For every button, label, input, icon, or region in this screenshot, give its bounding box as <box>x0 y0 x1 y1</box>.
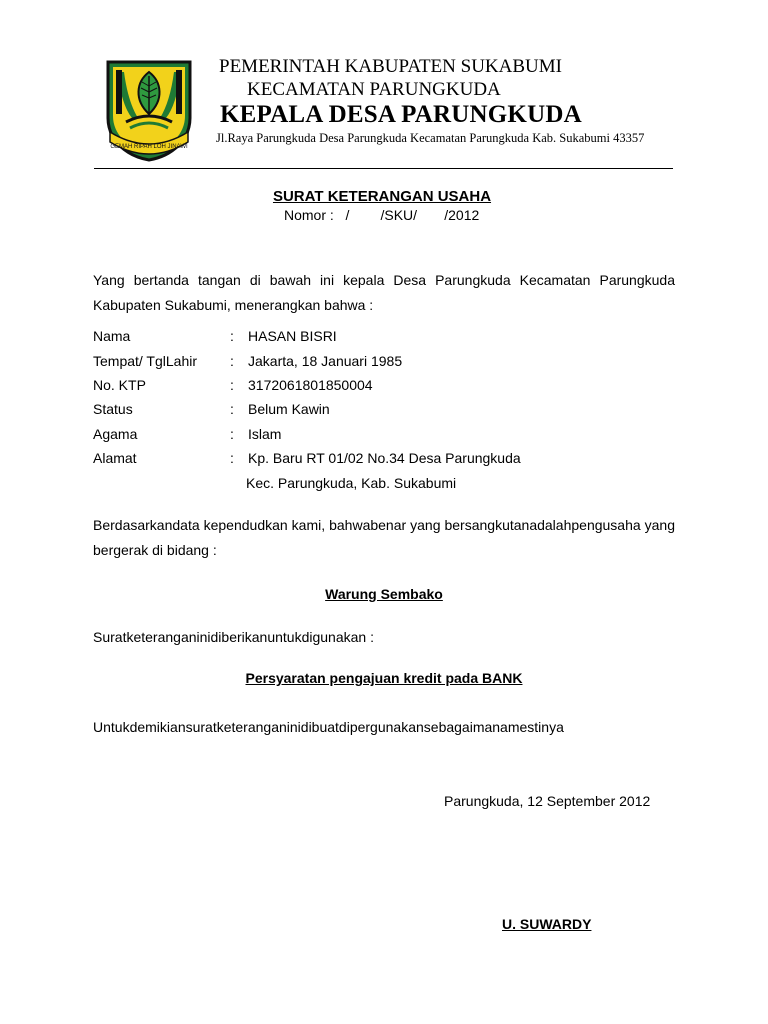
field-value: Kp. Baru RT 01/02 No.34 Desa Parungkuda <box>248 450 521 466</box>
header-address: Jl.Raya Parungkuda Desa Parungkuda Kecamatan Parungkuda Kab. Sukabumi 43357 <box>216 131 645 145</box>
field-colon: : <box>230 353 234 369</box>
field-label: Status <box>93 401 133 417</box>
letter-title: SURAT KETERANGAN USAHA <box>272 188 492 205</box>
emblem-motto: GEMAH RIPAH LOH JINAWI <box>110 144 188 150</box>
letter-purpose: Persyaratan pengajuan kredit pada BANK <box>245 670 523 686</box>
field-label: Agama <box>93 426 138 442</box>
usage-intro: Suratketeranganinidiberikanuntukdigunakan : <box>93 629 374 645</box>
signer-name: U. SUWARDY <box>502 916 592 932</box>
field-label: Nama <box>93 328 131 344</box>
header-government: PEMERINTAH KABUPATEN SUKABUMI <box>219 56 562 77</box>
field-label: No. KTP <box>93 377 146 393</box>
field-value: 3172061801850004 <box>248 377 373 393</box>
letter-number: Nomor : / /SKU/ /2012 <box>284 207 480 223</box>
field-colon: : <box>230 377 234 393</box>
field-value: Belum Kawin <box>248 401 330 417</box>
header-office: KEPALA DESA PARUNGKUDA <box>220 101 582 128</box>
closing-statement: Untukdemikiansuratketeranganinidibuatdipergunakansebagaimanamestinya <box>93 719 564 735</box>
field-value: HASAN BISRI <box>248 328 337 344</box>
field-colon: : <box>230 450 234 466</box>
basis-paragraph: Berdasarkandata kependudkan kami, bahwabenar yang bersangkutanadalahpengusaha yang bergerak di bidang : <box>93 517 675 558</box>
field-colon: : <box>230 426 234 442</box>
field-colon: : <box>230 328 234 344</box>
field-value: Jakarta, 18 Januari 1985 <box>248 353 403 369</box>
regency-emblem <box>102 56 196 162</box>
header-divider <box>94 168 673 169</box>
field-label: Alamat <box>93 450 137 466</box>
field-colon: : <box>230 401 234 417</box>
place-date: Parungkuda, 12 September 2012 <box>444 793 651 809</box>
header-district: KECAMATAN PARUNGKUDA <box>247 79 501 100</box>
intro-paragraph: Yang bertanda tangan di bawah ini kepala Desa Parungkuda Kecamatan Parungkuda Kabupaten Sukabumi, menerangkan bahwa : <box>93 272 675 313</box>
business-field: Warung Sembako <box>325 586 443 602</box>
field-label: Tempat/ TglLahir <box>93 353 198 369</box>
field-value: Kec. Parungkuda, Kab. Sukabumi <box>246 475 457 491</box>
field-value: Islam <box>248 426 282 442</box>
